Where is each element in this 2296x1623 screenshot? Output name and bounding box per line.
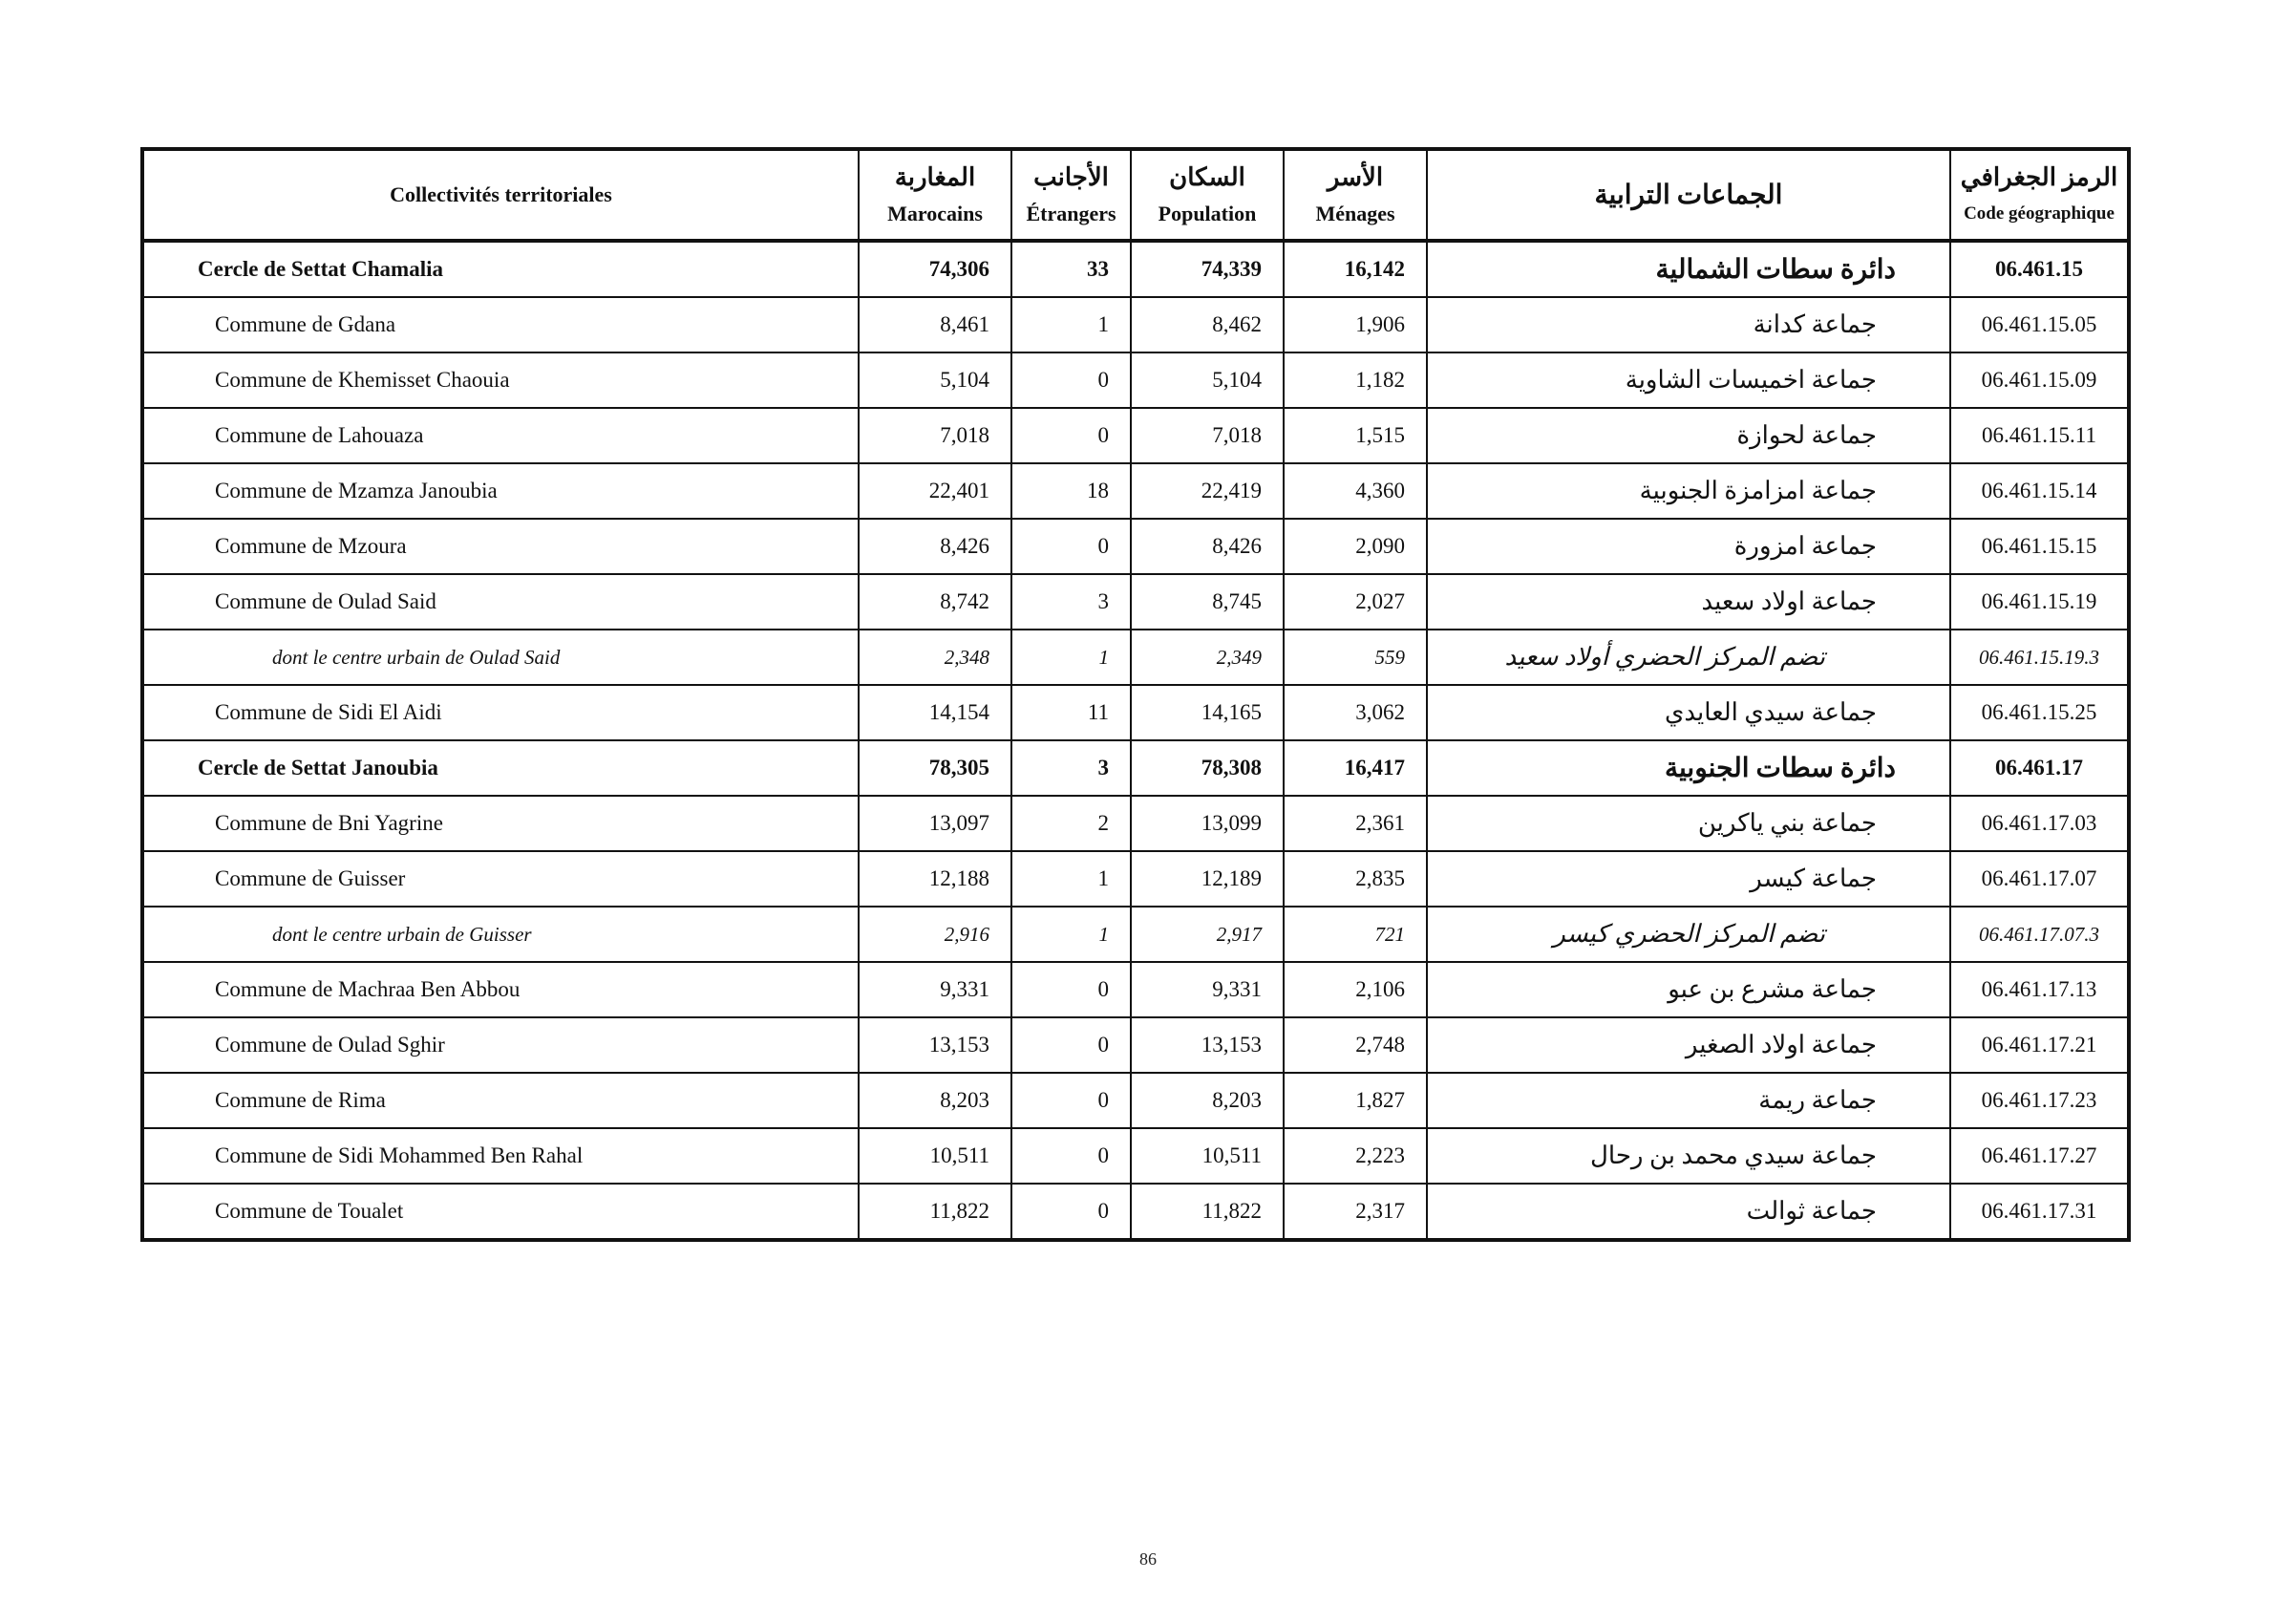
- table-row: [142, 352, 2129, 408]
- header-marocains-fr: Marocains: [887, 202, 983, 225]
- header-menages: [1284, 149, 1427, 241]
- cell-population: 9,331: [1131, 962, 1284, 1017]
- cell-collectivite: Cercle de Settat Chamalia: [142, 241, 859, 297]
- cell-code: 06.461.15.15: [1950, 519, 2129, 574]
- cell-code: 06.461.17.07.3: [1950, 907, 2129, 962]
- cell-collectivite: Commune de Mzamza Janoubia: [142, 463, 859, 519]
- cell-marocains: 5,104: [859, 352, 1011, 408]
- cell-code: 06.461.15.19: [1950, 574, 2129, 630]
- cell-marocains: 13,097: [859, 796, 1011, 851]
- cell-marocains: 74,306: [859, 241, 1011, 297]
- header-menages-fr: Ménages: [1315, 202, 1395, 225]
- header-etrangers-fr: Étrangers: [1026, 202, 1116, 225]
- cell-etrangers: 0: [1011, 1073, 1131, 1128]
- cell-population: 13,153: [1131, 1017, 1284, 1073]
- population-table-wrapper: [140, 147, 2127, 1242]
- cell-population: 8,426: [1131, 519, 1284, 574]
- cell-marocains: 11,822: [859, 1184, 1011, 1240]
- cell-jamaa-ar: جماعة ثوالت: [1427, 1184, 1950, 1240]
- header-collectivites-label: Collectivités territoriales: [390, 182, 612, 206]
- page-number: 86: [1139, 1549, 1157, 1569]
- cell-collectivite: Commune de Toualet: [142, 1184, 859, 1240]
- cell-collectivite: dont le centre urbain de Guisser: [142, 907, 859, 962]
- cell-jamaa-ar: جماعة امزامزة الجنوبية: [1427, 463, 1950, 519]
- cell-code: 06.461.17.07: [1950, 851, 2129, 907]
- population-table: [140, 147, 2131, 1242]
- cell-collectivite: Commune de Sidi Mohammed Ben Rahal: [142, 1128, 859, 1184]
- cell-jamaa-ar: جماعة كيسر: [1427, 851, 1950, 907]
- table-row-centre: [142, 907, 2129, 962]
- header-etrangers: [1011, 149, 1131, 241]
- cell-etrangers: 0: [1011, 519, 1131, 574]
- cell-code: 06.461.15.14: [1950, 463, 2129, 519]
- table-row: [142, 1184, 2129, 1240]
- cell-collectivite: Commune de Sidi El Aidi: [142, 685, 859, 740]
- table-row: [142, 851, 2129, 907]
- cell-marocains: 8,426: [859, 519, 1011, 574]
- cell-code: 06.461.15.19.3: [1950, 630, 2129, 685]
- table-row-centre: [142, 630, 2129, 685]
- cell-jamaa-ar: تضم المركز الحضري كيسر: [1427, 907, 1950, 962]
- cell-marocains: 78,305: [859, 740, 1011, 796]
- cell-code: 06.461.15.09: [1950, 352, 2129, 408]
- cell-menages: 16,142: [1284, 241, 1427, 297]
- cell-jamaa-ar: جماعة امزورة: [1427, 519, 1950, 574]
- header-jamaat-ar: الجماعات الترابية: [1594, 181, 1783, 210]
- cell-etrangers: 3: [1011, 574, 1131, 630]
- cell-jamaa-ar: جماعة ريمة: [1427, 1073, 1950, 1128]
- cell-collectivite: Commune de Rima: [142, 1073, 859, 1128]
- header-menages-ar: الأسر: [1327, 163, 1384, 191]
- cell-code: 06.461.15.05: [1950, 297, 2129, 352]
- header-marocains-ar: المغاربة: [894, 163, 976, 191]
- cell-etrangers: 33: [1011, 241, 1131, 297]
- cell-jamaa-ar: جماعة اخميسات الشاوية: [1427, 352, 1950, 408]
- cell-menages: 2,835: [1284, 851, 1427, 907]
- cell-marocains: 2,348: [859, 630, 1011, 685]
- header-marocains: [859, 149, 1011, 241]
- cell-collectivite: Commune de Bni Yagrine: [142, 796, 859, 851]
- cell-jamaa-ar: جماعة مشرع بن عبو: [1427, 962, 1950, 1017]
- cell-menages: 1,515: [1284, 408, 1427, 463]
- cell-jamaa-ar: جماعة لحوازة: [1427, 408, 1950, 463]
- cell-population: 5,104: [1131, 352, 1284, 408]
- cell-collectivite: Cercle de Settat Janoubia: [142, 740, 859, 796]
- cell-etrangers: 2: [1011, 796, 1131, 851]
- cell-code: 06.461.15.25: [1950, 685, 2129, 740]
- cell-jamaa-ar: جماعة اولاد الصغير: [1427, 1017, 1950, 1073]
- cell-menages: 3,062: [1284, 685, 1427, 740]
- cell-etrangers: 0: [1011, 352, 1131, 408]
- table-row: [142, 796, 2129, 851]
- cell-etrangers: 1: [1011, 907, 1131, 962]
- cell-population: 12,189: [1131, 851, 1284, 907]
- table-row: [142, 962, 2129, 1017]
- header-code-fr: Code géographique: [1964, 203, 2115, 224]
- table-row: [142, 408, 2129, 463]
- cell-etrangers: 18: [1011, 463, 1131, 519]
- cell-jamaa-ar: جماعة سيدي العايدي: [1427, 685, 1950, 740]
- cell-etrangers: 1: [1011, 630, 1131, 685]
- cell-menages: 2,361: [1284, 796, 1427, 851]
- table-row: [142, 297, 2129, 352]
- cell-population: 8,745: [1131, 574, 1284, 630]
- cell-etrangers: 0: [1011, 1017, 1131, 1073]
- cell-code: 06.461.17: [1950, 740, 2129, 796]
- cell-jamaa-ar: تضم المركز الحضري أولاد سعيد: [1427, 630, 1950, 685]
- cell-menages: 2,027: [1284, 574, 1427, 630]
- cell-menages: 2,748: [1284, 1017, 1427, 1073]
- cell-jamaa-ar: دائرة سطات الجنوبية: [1427, 740, 1950, 796]
- cell-collectivite: Commune de Guisser: [142, 851, 859, 907]
- header-code: [1950, 149, 2129, 241]
- cell-menages: 1,182: [1284, 352, 1427, 408]
- cell-population: 10,511: [1131, 1128, 1284, 1184]
- cell-menages: 4,360: [1284, 463, 1427, 519]
- table-body: [142, 241, 2129, 1240]
- cell-code: 06.461.17.13: [1950, 962, 2129, 1017]
- cell-population: 22,419: [1131, 463, 1284, 519]
- cell-collectivite: Commune de Oulad Said: [142, 574, 859, 630]
- header-population-ar: السكان: [1169, 163, 1245, 191]
- header-population: [1131, 149, 1284, 241]
- table-row: [142, 1073, 2129, 1128]
- cell-code: 06.461.17.31: [1950, 1184, 2129, 1240]
- cell-collectivite: Commune de Lahouaza: [142, 408, 859, 463]
- cell-menages: 16,417: [1284, 740, 1427, 796]
- cell-menages: 2,223: [1284, 1128, 1427, 1184]
- cell-jamaa-ar: جماعة اولاد سعيد: [1427, 574, 1950, 630]
- cell-menages: 721: [1284, 907, 1427, 962]
- table-row-cercle: [142, 740, 2129, 796]
- cell-jamaa-ar: جماعة بني ياكرين: [1427, 796, 1950, 851]
- cell-code: 06.461.17.03: [1950, 796, 2129, 851]
- table-row: [142, 685, 2129, 740]
- table-row: [142, 1128, 2129, 1184]
- cell-collectivite: Commune de Machraa Ben Abbou: [142, 962, 859, 1017]
- cell-etrangers: 0: [1011, 408, 1131, 463]
- cell-marocains: 13,153: [859, 1017, 1011, 1073]
- table-row: [142, 1017, 2129, 1073]
- table-header-row: [142, 149, 2129, 241]
- cell-code: 06.461.17.23: [1950, 1073, 2129, 1128]
- cell-jamaa-ar: جماعة سيدي محمد بن رحال: [1427, 1128, 1950, 1184]
- cell-population: 78,308: [1131, 740, 1284, 796]
- cell-menages: 2,090: [1284, 519, 1427, 574]
- cell-marocains: 14,154: [859, 685, 1011, 740]
- cell-marocains: 22,401: [859, 463, 1011, 519]
- cell-population: 8,462: [1131, 297, 1284, 352]
- cell-marocains: 8,461: [859, 297, 1011, 352]
- cell-code: 06.461.15.11: [1950, 408, 2129, 463]
- cell-menages: 559: [1284, 630, 1427, 685]
- cell-marocains: 8,742: [859, 574, 1011, 630]
- cell-collectivite: Commune de Mzoura: [142, 519, 859, 574]
- cell-collectivite: Commune de Khemisset Chaouia: [142, 352, 859, 408]
- cell-population: 11,822: [1131, 1184, 1284, 1240]
- cell-code: 06.461.17.21: [1950, 1017, 2129, 1073]
- cell-etrangers: 0: [1011, 1184, 1131, 1240]
- cell-menages: 1,906: [1284, 297, 1427, 352]
- header-code-ar: الرمز الجغرافي: [1960, 163, 2118, 191]
- cell-population: 2,917: [1131, 907, 1284, 962]
- cell-population: 14,165: [1131, 685, 1284, 740]
- header-collectivites: [142, 149, 859, 241]
- cell-population: 2,349: [1131, 630, 1284, 685]
- cell-marocains: 7,018: [859, 408, 1011, 463]
- cell-collectivite: Commune de Oulad Sghir: [142, 1017, 859, 1073]
- cell-menages: 2,317: [1284, 1184, 1427, 1240]
- table-row: [142, 519, 2129, 574]
- cell-etrangers: 11: [1011, 685, 1131, 740]
- cell-marocains: 9,331: [859, 962, 1011, 1017]
- cell-etrangers: 3: [1011, 740, 1131, 796]
- cell-population: 74,339: [1131, 241, 1284, 297]
- table-row-cercle: [142, 241, 2129, 297]
- cell-etrangers: 0: [1011, 962, 1131, 1017]
- cell-jamaa-ar: جماعة كدانة: [1427, 297, 1950, 352]
- header-jamaat: [1427, 149, 1950, 241]
- cell-code: 06.461.15: [1950, 241, 2129, 297]
- cell-menages: 1,827: [1284, 1073, 1427, 1128]
- cell-collectivite: dont le centre urbain de Oulad Said: [142, 630, 859, 685]
- cell-population: 8,203: [1131, 1073, 1284, 1128]
- cell-menages: 2,106: [1284, 962, 1427, 1017]
- cell-etrangers: 0: [1011, 1128, 1131, 1184]
- table-row: [142, 463, 2129, 519]
- cell-etrangers: 1: [1011, 297, 1131, 352]
- table-row: [142, 574, 2129, 630]
- cell-etrangers: 1: [1011, 851, 1131, 907]
- cell-population: 7,018: [1131, 408, 1284, 463]
- cell-marocains: 10,511: [859, 1128, 1011, 1184]
- cell-marocains: 12,188: [859, 851, 1011, 907]
- cell-population: 13,099: [1131, 796, 1284, 851]
- cell-marocains: 8,203: [859, 1073, 1011, 1128]
- cell-marocains: 2,916: [859, 907, 1011, 962]
- cell-jamaa-ar: دائرة سطات الشمالية: [1427, 241, 1950, 297]
- header-etrangers-ar: الأجانب: [1033, 163, 1109, 191]
- cell-code: 06.461.17.27: [1950, 1128, 2129, 1184]
- header-population-fr: Population: [1158, 202, 1257, 225]
- cell-collectivite: Commune de Gdana: [142, 297, 859, 352]
